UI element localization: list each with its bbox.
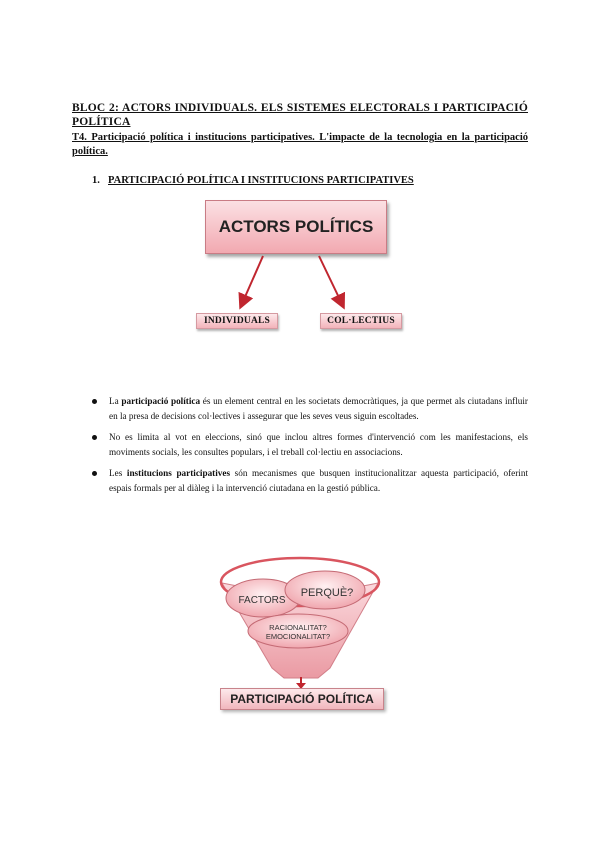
racionalitat-text: RACIONALITAT?	[269, 623, 327, 632]
bullet-text: és un element central en les societats democràtiques, ja que permet als ciutadans influir en la presa de decisions col·lectives i assegurar que les seves veus siguin escoltades.	[109, 396, 528, 421]
emocionalitat-text: EMOCIONALITAT?	[265, 632, 331, 641]
section-title: PARTICIPACIÓ POLÍTICA I INSTITUCIONS PARTICIPATIVES	[108, 175, 414, 186]
individuals-box: INDIVIDUALS	[196, 313, 278, 329]
bloc-title: BLOC 2: ACTORS INDIVIDUALS. ELS SISTEMES ELECTORALS I PARTICIPACIÓ POLÍTICA	[72, 102, 528, 128]
collectius-box: COL·LECTIUS	[320, 313, 402, 329]
bullet-text: Les	[109, 468, 127, 478]
factors-text: FACTORS	[238, 595, 286, 606]
actors-politics-box: ACTORS POLÍTICS	[205, 200, 387, 254]
bullet-text: No es limita al vot en eleccions, sinó que inclou altres formes d'intervenció com les manifestacions, els moviments socials, les consultes populars, i el treball col·lectiu en associacions.	[109, 432, 528, 457]
result-box: PARTICIPACIÓ POLÍTICA	[220, 688, 384, 710]
topic-title: T4. Participació política i institucions participatives. L'impacte de la tecnologia en la participació política.	[72, 132, 528, 157]
bullet-bold: participació política	[121, 396, 201, 406]
bullet-bold: institucions participatives	[126, 468, 231, 478]
section-number: 1.	[92, 175, 100, 186]
bullet-text: La	[109, 396, 122, 406]
perque-text: PERQUÈ?	[300, 587, 354, 599]
bullet-text: són mecanismes que busquen institucionalitzar aquesta participació, oferint espais formals per al diàleg i la intervenció ciutadana en la gestió pública.	[109, 468, 528, 493]
